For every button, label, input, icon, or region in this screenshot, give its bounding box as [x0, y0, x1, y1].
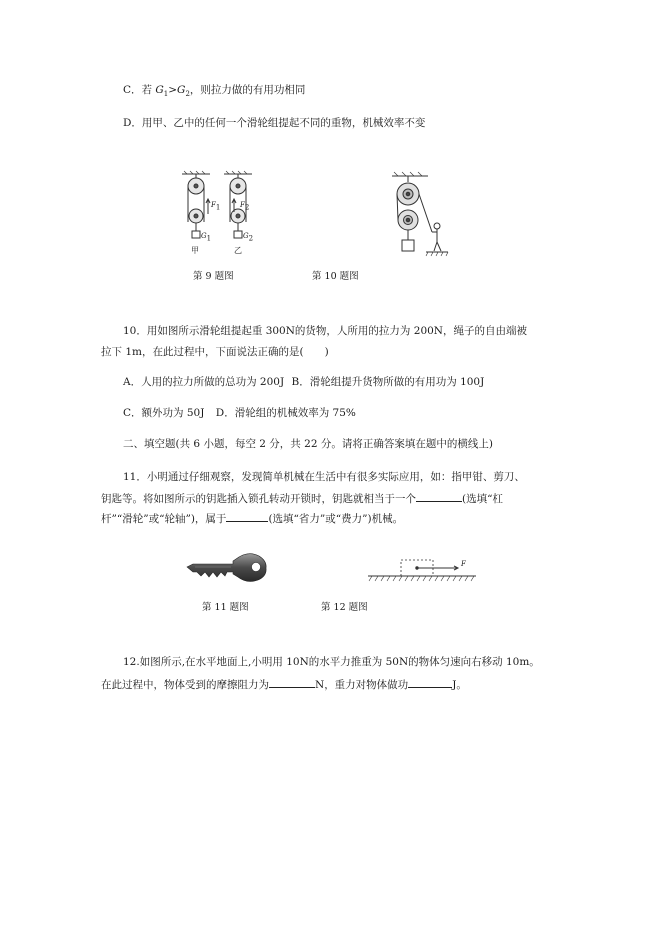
q10-line2: 拉下 1m，在此过程中，下面说法正确的是( ) [101, 346, 329, 358]
figure-9-pulley-systems [178, 170, 258, 265]
q10-option-b: B．滑轮组提升货物所做的有用功为 100J [291, 376, 485, 388]
figure-11-key [185, 550, 267, 584]
fig9-f2-label: $F_2$ [240, 201, 250, 212]
fig11-caption: 第 11 题图 [202, 602, 249, 613]
section-2-heading: 二、填空题(共 6 小题，每空 2 分，共 22 分。请将正确答案填在题中的横线上) [123, 438, 493, 450]
q11-blank-2[interactable] [226, 510, 268, 522]
q9-option-d: D．用甲、乙中的任何一个滑轮组提起不同的重物，机械效率不变 [123, 117, 426, 129]
fig10-caption: 第 10 题图 [312, 271, 359, 282]
fig9-label-jia: 甲 [191, 246, 199, 255]
q12-line2: 在此过程中，物体受到的摩擦阻力为 N，重力对物体做功 J。 [101, 676, 467, 692]
q12-blank-2[interactable] [408, 676, 452, 688]
q10-option-c: C．额外功为 50J [123, 407, 205, 419]
q11-line2: 钥匙等。将如图所示的钥匙插入锁孔转动开锁时，钥匙就相当于一个 (选填“杠 [101, 490, 503, 506]
q12-blank-1[interactable] [269, 676, 315, 688]
q10-option-a: A．人用的拉力所做的总功为 200J [123, 376, 285, 388]
fig9-f1-label: $F_1$ [211, 201, 221, 212]
fig12-force-label: F [461, 560, 466, 568]
q11-blank-1[interactable] [416, 490, 462, 502]
figure-10-pulley-person [388, 170, 450, 260]
q12-line1: 12.如图所示,在水平地面上,小明用 10N的水平力推重为 50N的物体匀速向右移动 10m。 [123, 656, 540, 668]
fig12-caption: 第 12 题图 [321, 602, 368, 613]
q10-options-ab [123, 375, 484, 389]
fig9-caption: 第 9 题图 [193, 271, 234, 282]
q10-option-d: D．滑轮组的机械效率为 75% [215, 407, 356, 419]
g1-symbol: G [155, 84, 164, 96]
fig9-g2-label: $G_2$ [243, 232, 254, 243]
q10-options-cd [123, 406, 356, 420]
q9-option-c: C．若 $G_1>G_2$，则拉力做的有用功相同 [123, 84, 306, 99]
g2-symbol: G [177, 84, 186, 96]
q10-line1: 10．用如图所示滑轮组提起重 300N的货物，人所用的拉力为 200N，绳子的自由端被 [123, 325, 527, 337]
q11-line3: 杆”“滑轮”或“轮轴”)，属于 (选填“省力”或“费力”)机械。 [101, 510, 403, 526]
q11-line1: 11．小明通过仔细观察，发现简单机械在生活中有很多实际应用，如：指甲钳、剪刀、 [123, 471, 525, 483]
fig9-label-yi: 乙 [234, 246, 242, 255]
fig9-g1-label: $G_1$ [201, 232, 212, 243]
